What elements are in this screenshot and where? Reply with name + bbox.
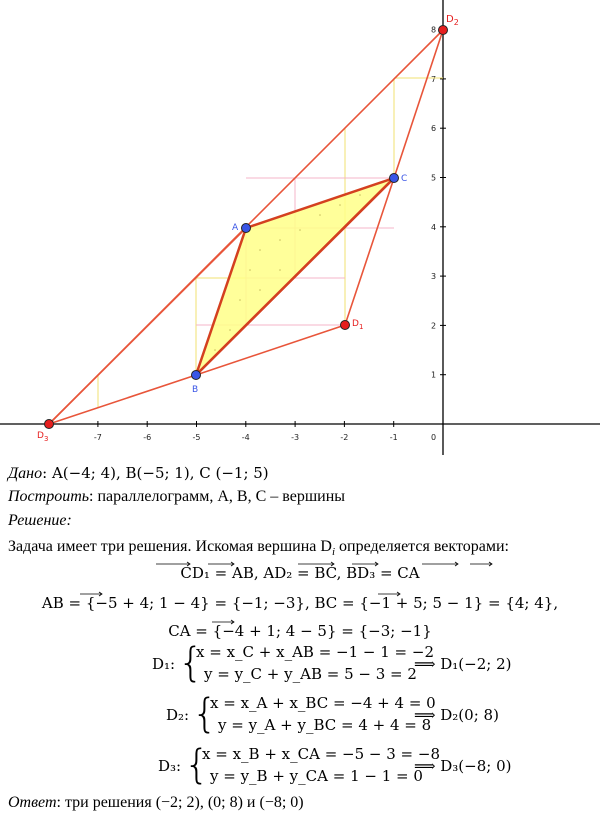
x-tick-label: -6 (143, 433, 152, 442)
d3-brace: { (184, 742, 210, 788)
intro-sub: i (331, 546, 336, 559)
d1-row2: y = y_C + y_AB = 5 − 3 = 2 (204, 665, 417, 683)
label-c: C (401, 174, 408, 184)
y-tick-label: 6 (431, 124, 437, 134)
d1-result: ⟹ D₁(−2; 2) (414, 655, 512, 673)
construct-line (8, 487, 345, 507)
y-tick-label: 1 (431, 370, 437, 380)
label-d3: $D_3$ (37, 431, 49, 443)
x-tick-label: -1 (389, 433, 398, 442)
d1-name: D₁: (152, 655, 176, 673)
y-tick-label: 4 (431, 222, 437, 232)
x-tick-label: -4 (241, 433, 250, 442)
y-tick-label: 5 (431, 173, 437, 183)
answer-value: : три решения (−2; 2), (0; 8) и (−8; 0) (56, 794, 304, 811)
ca-line: CA = {−4 + 1; 4 − 5} = {−3; −1} (168, 622, 432, 640)
vector-arrows-row3 (0, 616, 600, 626)
given-line (8, 463, 269, 484)
x-tick-label: -2 (340, 433, 349, 442)
point-c (390, 174, 399, 183)
answer-line (8, 793, 304, 813)
d3-row1: x = x_B + x_CA = −5 − 3 = −8 (202, 745, 441, 763)
label-d2: $D_2$ (446, 14, 459, 27)
x-tick-label: -5 (192, 433, 201, 442)
y-tick-label: 7 (431, 74, 437, 84)
point-a (242, 224, 251, 233)
label-b: B (192, 385, 199, 395)
system-d1 (152, 640, 552, 687)
vector-equalities: CD₁ = AB, AD₂ = BC, BD₃ = CA (180, 564, 420, 582)
point-d2 (439, 26, 448, 35)
y-tick-label: 8 (431, 25, 437, 35)
x-tick-label: -7 (93, 433, 102, 442)
x-tick-label: 0 (431, 433, 437, 442)
intro-text: Задача имеет три решения. Искомая вершина D (8, 538, 332, 555)
label-d1: $D_1$ (352, 319, 364, 331)
given-label: Дано (8, 465, 43, 482)
d1-brace: { (178, 640, 204, 686)
y-tick-label: 2 (431, 321, 437, 331)
d2-result: ⟹ D₂(0; 8) (414, 706, 499, 724)
construct-value: : параллелограмм, A, B, C – вершины (89, 488, 346, 505)
line-d3-b (49, 375, 199, 424)
line-c-d2 (394, 30, 443, 178)
vector-arrows-row1 (0, 558, 600, 568)
x-tick-label: -3 (291, 433, 300, 442)
d3-row2: y = y_B + y_CA = 1 − 1 = 0 (210, 767, 423, 785)
point-d3 (45, 420, 54, 429)
d2-name: D₂: (166, 706, 190, 724)
d2-brace: { (192, 691, 218, 737)
system-d3 (158, 742, 578, 789)
answer-label: Ответ (8, 794, 57, 811)
ab-bc-line: AB = {−5 + 4; 1 − 4} = {−1; −3}, BC = {−1 + 5; 5 − 1} = {4; 4}, (41, 594, 559, 612)
vector-arrows-row2 (0, 588, 600, 598)
system-d2 (166, 691, 566, 738)
given-value: : A(−4; 4), B(−5; 1), C (−1; 5) (42, 464, 269, 482)
d3-result: ⟹ D₃(−8; 0) (414, 757, 512, 775)
intro-end: определяется векторами: (335, 538, 509, 555)
point-b (192, 371, 201, 380)
d2-row1: x = x_A + x_BC = −4 + 4 = 0 (210, 694, 436, 712)
d3-name: D₃: (158, 757, 182, 775)
construct-label: Построить (8, 488, 90, 505)
d2-row2: y = y_A + y_BC = 4 + 4 = 8 (218, 716, 432, 734)
y-tick-label: 3 (431, 272, 437, 282)
solution-label: Решение: (8, 512, 72, 529)
d1-row1: x = x_C + x_AB = −1 − 1 = −2 (196, 643, 435, 661)
label-a: A (232, 223, 239, 233)
point-d1 (341, 321, 350, 330)
